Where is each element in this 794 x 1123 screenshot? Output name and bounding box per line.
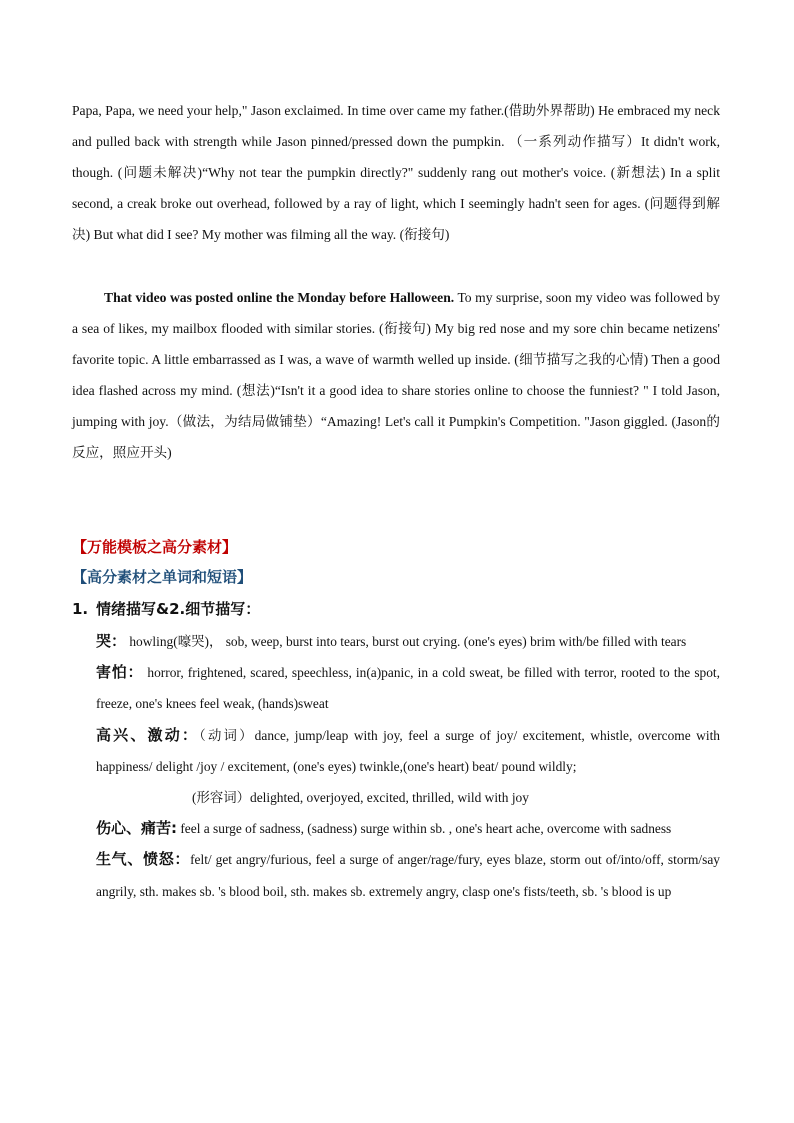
story-text-2-rest: To my surprise, soon my video was followed by a sea of likes, my mailbox flooded with similar stories. (衔接句) My big red nose and my sore chin became netizens' favorite topic. A little embarrassed as I was, a wave of warmth welled up inside. (细节描写之我的心情) Then a good idea flashed across my mind. (想法)“Isn't it a good idea to share stories online to choose the funniest? " I told Jason, jumping with joy.（做法，为结局做铺垫）“Amazing! Let's call it Pumpkin's Competition. "Jason giggled. (Jason的反应，照应开头) — [72, 290, 721, 460]
story-text-1: Papa, Papa, we need your help," Jason exclaimed. In time over came my father.(借助外界帮助) He embraced my neck and pulled back with strength while Jason pinned/pressed down the pumpkin. （一系列动作描写）It didn't work, though. (问题未解决)“Why not tear the pumpkin directly?" suddenly rang out mother's voice. (新想法) In a split second, a creak broke out overhead, followed by a ray of light, which I seemingly hadn't seen for ages. (问题得到解决) But what did I see? My mother was filming all the way. (衔接句) — [72, 103, 721, 242]
vocab-happy-adj: (形容词）delighted, overjoyed, excited, thrilled, wild with joy — [192, 790, 529, 806]
story-paragraph-1 — [72, 95, 720, 250]
vocab-fear-text: horror, frightened, scared, speechless, in(a)panic, in a cold sweat, be filled with terror, rooted to the spot, freeze, one's knees feel weak, (hands)sweat — [96, 665, 720, 712]
vocab-sad-label: 伤心、痛苦: — [96, 819, 177, 838]
vocab-sad-text: feel a surge of sadness, (sadness) surge within sb. , one's heart ache, overcome with sadness — [177, 821, 672, 837]
vocab-fear-label: 害怕： — [96, 663, 144, 682]
vocab-angry — [96, 844, 720, 906]
template-heading: 【万能模板之高分素材】 — [72, 538, 238, 556]
vocab-heading: 【高分素材之单词和短语】 — [72, 568, 253, 586]
vocab-happy-label: 高兴、激动： — [96, 725, 200, 744]
story-text-2 — [72, 282, 720, 468]
story-paragraph-2 — [72, 282, 720, 468]
vocab-happy-text: （动词）dance, jump/leap with joy, feel a surge of joy/ excitement, whistle, overcome with happiness/ delight /joy / excitement, (one's eyes) twinkle,(one's heart) beat/ pound wildly; — [96, 727, 720, 774]
section-title: 情绪描写&2.细节描写： — [96, 600, 261, 618]
vocab-cry-text: howling(嚎哭)， sob, weep, burst into tears, burst out crying. (one's eyes) brim with/be filled with tears — [126, 634, 687, 649]
section-heading — [72, 598, 260, 619]
vocab-angry-text: felt/ get angry/furious, feel a surge of anger/rage/fury, eyes blaze, storm out of/into/off, storm/say angrily, sth. makes sb. 's blood boil, sth. makes sb. extremely angry, clasp one's fists/teeth, sb. 's blood is up — [96, 852, 720, 899]
vocab-angry-label: 生气、愤怒： — [96, 850, 191, 869]
vocab-list — [96, 626, 720, 907]
vocab-fear — [96, 657, 720, 719]
section-number: 1. — [72, 600, 89, 618]
vocab-cry — [96, 626, 720, 657]
story-bold-sentence: That video was posted online the Monday before Halloween. — [104, 290, 455, 305]
vocab-cry-label: 哭： — [96, 632, 127, 650]
vocab-sad — [96, 813, 720, 844]
vocab-happy — [96, 720, 720, 782]
